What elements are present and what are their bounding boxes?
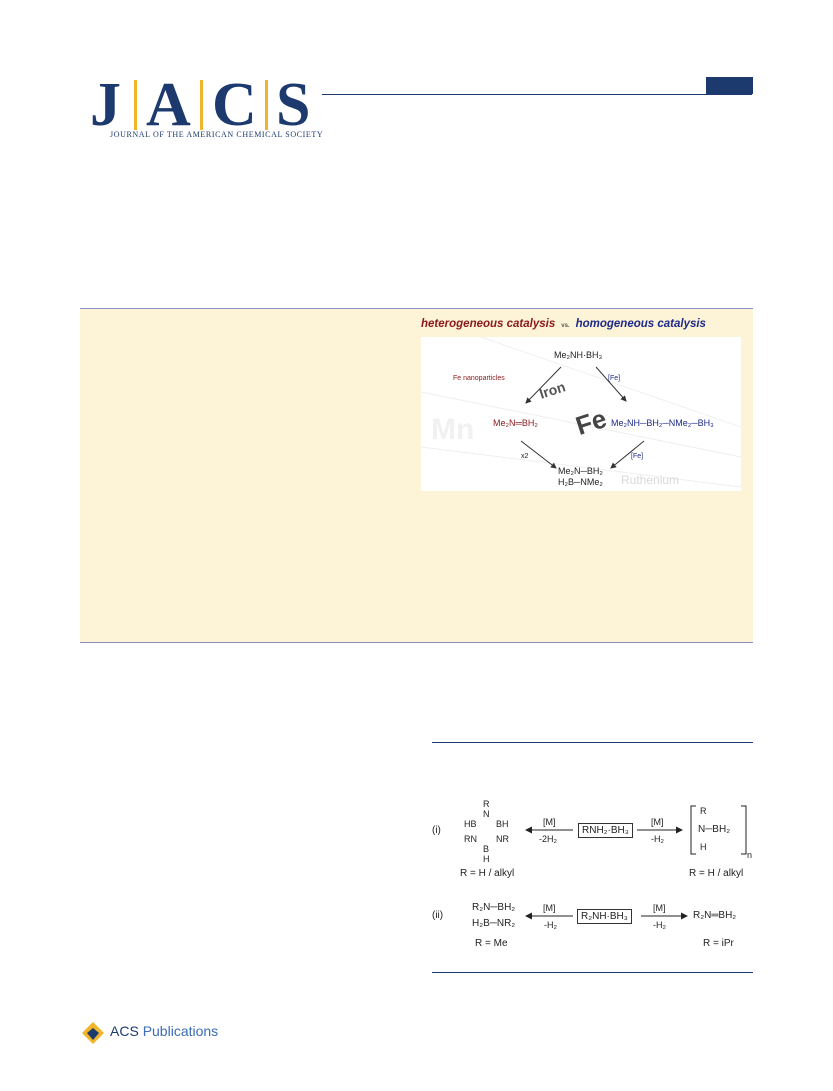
toc-product-right: Me₂NH─BH₂─NMe₂─BH₃ (611, 418, 714, 428)
polymer-core: N─BH₂ (698, 824, 731, 835)
toc-graphic (421, 318, 741, 491)
reaction-scheme (425, 798, 753, 968)
toc-dimer-top: Me₂N─BH₂ (558, 466, 603, 476)
row2-right-catalyst: [M] (653, 903, 666, 913)
ring-rn: RN (464, 834, 477, 844)
header-tab (706, 77, 753, 94)
toc-bg-ruthenium: Ruthenium (621, 473, 680, 487)
ring-nr: NR (496, 834, 509, 844)
row1-right-byproduct: -H₂ (651, 834, 664, 844)
logo-divider (265, 80, 268, 130)
toc-fe-symbol: Fe (571, 403, 611, 441)
row2-r-right: R = iPr (703, 938, 734, 949)
toc-title-heterogeneous: heterogeneous catalysis (421, 318, 556, 330)
row1-right-catalyst: [M] (651, 817, 664, 827)
acs-publications-text (110, 1023, 218, 1039)
ring-n-top: N (483, 809, 490, 819)
acs-emblem-icon (80, 1020, 106, 1046)
acs-publications-logo (80, 1018, 220, 1048)
row1-left-catalyst: [M] (543, 817, 556, 827)
acs-text: ACS (110, 1023, 139, 1039)
toc-title-homogeneous: homogeneous catalysis (575, 318, 706, 330)
row2-product: R₂N═BH₂ (693, 910, 737, 921)
toc-start-compound: Me₂NH·BH₃ (554, 350, 603, 360)
toc-x2: x2 (521, 453, 529, 460)
toc-reaction-image (421, 337, 741, 491)
row2-dimer-top: R₂N─BH₂ (472, 902, 516, 913)
logo-letter-j: J (90, 71, 121, 139)
logo-letter-s: S (276, 71, 311, 139)
row1-left-byproduct: -2H₂ (539, 834, 557, 844)
polymer-n: n (747, 850, 753, 860)
toc-title (421, 318, 741, 338)
scheme-bottom-rule (432, 972, 753, 973)
logo-letter-a: A (146, 71, 191, 139)
ring-r-top: R (483, 799, 490, 809)
toc-product-left: Me₂N═BH₂ (493, 418, 538, 428)
toc-fe-nanoparticles: Fe nanoparticles (453, 375, 505, 382)
row2-dimer-bottom: H₂B─NR₂ (472, 918, 516, 929)
polymer-r: R (700, 806, 707, 816)
ring-bh: BH (496, 819, 509, 829)
row1-r-left: R = H / alkyl (460, 868, 515, 879)
row1-r-right: R = H / alkyl (689, 868, 744, 879)
logo-letter-c: C (212, 71, 257, 139)
scheme-top-rule (432, 742, 753, 743)
publications-text: Publications (142, 1023, 219, 1039)
toc-bg-watermark: Mn (431, 413, 475, 446)
ring-h: H (483, 854, 490, 864)
toc-fe-catalyst: [Fe] (608, 375, 621, 382)
journal-subtitle: JOURNAL OF THE AMERICAN CHEMICAL SOCIETY (110, 130, 324, 139)
scheme-row1-label: (i) (432, 825, 441, 836)
toc-dimer-bottom: H₂B─NMe₂ (558, 477, 603, 487)
logo-divider (134, 80, 137, 130)
toc-fe-catalyst-2: [Fe] (631, 453, 644, 460)
header-rule (322, 94, 752, 95)
scheme-row2-label: (ii) (432, 910, 444, 921)
row2-right-byproduct: -H₂ (653, 920, 666, 930)
polymer-h: H (700, 842, 707, 852)
toc-title-vs: vs. (561, 323, 570, 329)
ring-hb: HB (464, 819, 477, 829)
toc-iron: Iron (537, 378, 568, 402)
ring-b: B (483, 844, 490, 854)
row2-reactant: R₂NH·BH₃ (577, 909, 632, 924)
row2-left-byproduct: -H₂ (544, 920, 557, 930)
logo-divider (200, 80, 203, 130)
row1-reactant: RNH₂·BH₃ (578, 823, 633, 838)
row2-r-left: R = Me (475, 938, 508, 949)
row2-left-catalyst: [M] (543, 903, 556, 913)
